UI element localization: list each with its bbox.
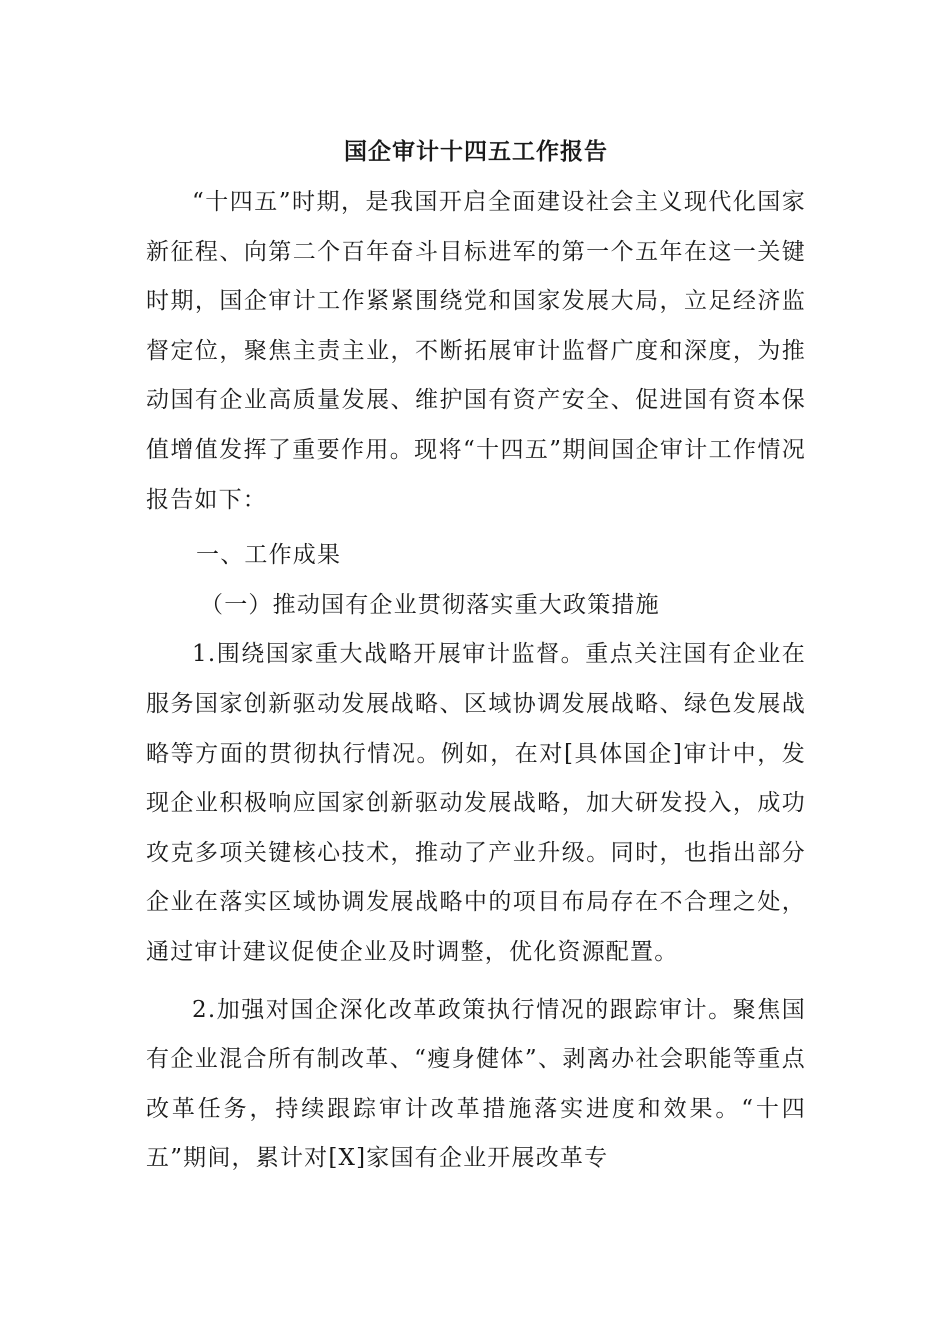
item-1-paragraph: 1.围绕国家重大战略开展审计监督。重点关注国有企业在服务国家创新驱动发展战略、区域协调发展战略、绿色发展战略等方面的贯彻执行情况。例如，在对[具体国企]审计中，发现企业积极响应国家创新驱动发展战略，加大研发投入，成功攻克多项关键核心技术，推动了产业升级。同时，也指出部分企业在落实区域协调发展战略中的项目布局存在不合理之处，通过审计建议促使企业及时调整，优化资源配置。	[146, 641, 806, 965]
intro-paragraph: “十四五”时期，是我国开启全面建设社会主义现代化国家新征程、向第二个百年奋斗目标进军的第一个五年在这一关键时期，国企审计工作紧紧围绕党和国家发展大局，立足经济监督定位，聚焦主责主业，不断拓展审计监督广度和深度，为推动国有企业高质量发展、维护国有资产安全、促进国有资本保值增值发挥了重要作用。现将“十四五”期间国企审计工作情况报告如下：	[146, 189, 806, 513]
document-title: 国企审计十四五工作报告	[344, 138, 608, 165]
item-2-paragraph: 2.加强对国企深化改革政策执行情况的跟踪审计。聚焦国有企业混合所有制改革、“瘦身健体”、剥离办社会职能等重点改革任务，持续跟踪审计改革措施落实进度和效果。“十四五”期间，累计对[X]家国有企业开展改革专	[146, 996, 806, 1172]
subsection-heading-policy-implementation: （一）推动国有企业贯彻落实重大政策措施	[200, 591, 660, 618]
document-page	[146, 130, 806, 1184]
section-heading-work-results: 一、工作成果	[196, 542, 342, 569]
